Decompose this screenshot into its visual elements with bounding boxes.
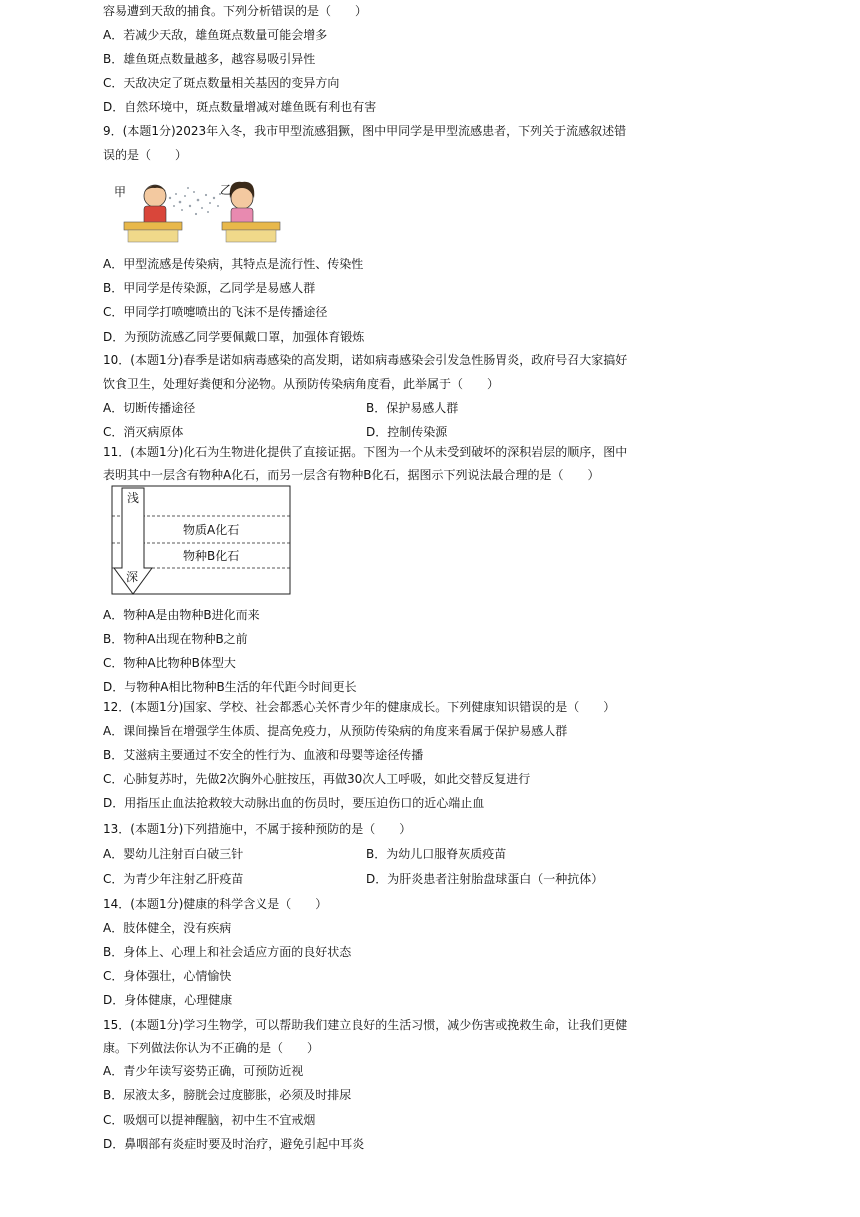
question-12-option-b: B．艾滋病主要通过不安全的性行为、血液和母婴等途径传播 xyxy=(103,748,424,762)
question-11-option-c: C．物种A比物种B体型大 xyxy=(103,656,236,670)
question-10-stem: 10．(本题1分)春季是诺如病毒感染的高发期，诺如病毒感染会引发急性肠胃炎，政府号召大家搞好 xyxy=(103,353,628,367)
question-11-stem: 11．(本题1分)化石为生物进化提供了直接证据。下图为一个从未受到破坏的深积岩层的顺序，图中 xyxy=(103,445,628,459)
question-13-option-d: D．为肝炎患者注射胎盘球蛋白（一种抗体） xyxy=(366,872,604,886)
layer-a-label: 物质A化石 xyxy=(183,523,240,537)
question-8-stem-tail: 容易遭到天敌的捕食。下列分析错误的是（ ） xyxy=(103,4,368,18)
question-11-option-a: A．物种A是由物种B进化而来 xyxy=(103,608,260,622)
question-10-option-d: D．控制传染源 xyxy=(366,425,448,439)
shallow-label: 浅 xyxy=(127,491,140,505)
question-12-option-c: C．心肺复苏时，先做2次胸外心脏按压，再做30次人工呼吸，如此交替反复进行 xyxy=(103,772,531,786)
question-10-option-b: B．保护易感人群 xyxy=(366,401,459,415)
question-15-stem: 15．(本题1分)学习生物学，可以帮助我们建立良好的生活习惯，减少伤害或挽救生命，让我们更健 xyxy=(103,1018,628,1032)
question-13-option-c: C．为青少年注射乙肝疫苗 xyxy=(103,872,244,886)
question-11-stem-cont: 表明其中一层含有物种A化石，而另一层含有物种B化石，据图示下列说法最合理的是（ ） xyxy=(103,468,600,482)
question-8-option-d: D．自然环境中，斑点数量增减对雄鱼既有利也有害 xyxy=(103,100,377,114)
question-14-option-d: D．身体健康，心理健康 xyxy=(103,993,233,1007)
question-9-option-d: D．为预防流感乙同学要佩戴口罩，加强体育锻炼 xyxy=(103,330,365,344)
student-jia-label: 甲 xyxy=(114,185,127,199)
question-9-option-a: A．甲型流感是传染病，其特点是流行性、传染性 xyxy=(103,257,364,271)
question-8-option-b: B．雄鱼斑点数量越多，越容易吸引异性 xyxy=(103,52,316,66)
rock-layers-diagram xyxy=(110,484,294,596)
question-11-option-d: D．与物种A相比物种B生活的年代距今时间更长 xyxy=(103,680,357,694)
question-10-option-c: C．消灭病原体 xyxy=(103,425,184,439)
question-14-option-b: B．身体上、心理上和社会适应方面的良好状态 xyxy=(103,945,352,959)
question-15-stem-cont: 康。下列做法你认为不正确的是（ ） xyxy=(103,1041,320,1055)
question-8-option-a: A．若减少天敌，雄鱼斑点数量可能会增多 xyxy=(103,28,328,42)
question-10-stem-cont: 饮食卫生，处理好粪便和分泌物。从预防传染病角度看，此举属于（ ） xyxy=(103,377,500,391)
question-14-stem: 14．(本题1分)健康的科学含义是（ ） xyxy=(103,897,328,911)
question-10-option-a: A．切断传播途径 xyxy=(103,401,196,415)
deep-label: 深 xyxy=(126,570,139,584)
question-9-option-c: C．甲同学打喷嚏喷出的飞沫不是传播途径 xyxy=(103,305,328,319)
question-15-option-a: A．青少年读写姿势正确，可预防近视 xyxy=(103,1064,304,1078)
question-13-stem: 13．(本题1分)下列措施中，不属于接种预防的是（ ） xyxy=(103,822,412,836)
question-8-option-c: C．天敌决定了斑点数量相关基因的变异方向 xyxy=(103,76,340,90)
question-14-option-a: A．肢体健全，没有疾病 xyxy=(103,921,232,935)
question-12-option-a: A．课间操旨在增强学生体质、提高免疫力，从预防传染病的角度来看属于保护易感人群 xyxy=(103,724,568,738)
question-9-option-b: B．甲同学是传染源，乙同学是易感人群 xyxy=(103,281,316,295)
question-12-option-d: D．用指压止血法抢救较大动脉出血的伤员时，要压迫伤口的近心端止血 xyxy=(103,796,485,810)
question-15-option-c: C．吸烟可以提神醒脑，初中生不宜戒烟 xyxy=(103,1113,316,1127)
sneezing-students-illustration xyxy=(110,176,282,246)
question-9-stem-cont: 误的是（ ） xyxy=(103,148,188,162)
question-15-option-d: D．鼻咽部有炎症时要及时治疗，避免引起中耳炎 xyxy=(103,1137,365,1151)
question-13-option-b: B．为幼儿口服脊灰质疫苗 xyxy=(366,847,507,861)
question-11-option-b: B．物种A出现在物种B之前 xyxy=(103,632,248,646)
question-9-stem: 9．(本题1分)2023年入冬，我市甲型流感猖獗，图中甲同学是甲型流感患者，下列关于流感叙述错 xyxy=(103,124,627,138)
question-13-option-a: A．婴幼儿注射百白破三针 xyxy=(103,847,244,861)
question-14-option-c: C．身体强壮，心情愉快 xyxy=(103,969,232,983)
student-yi-label: 乙 xyxy=(220,183,233,197)
layer-b-label: 物种B化石 xyxy=(183,549,240,563)
question-15-option-b: B．尿液太多，膀胱会过度膨胀，必须及时排尿 xyxy=(103,1088,352,1102)
question-12-stem: 12．(本题1分)国家、学校、社会都悉心关怀青少年的健康成长。下列健康知识错误的是（ ） xyxy=(103,700,616,714)
